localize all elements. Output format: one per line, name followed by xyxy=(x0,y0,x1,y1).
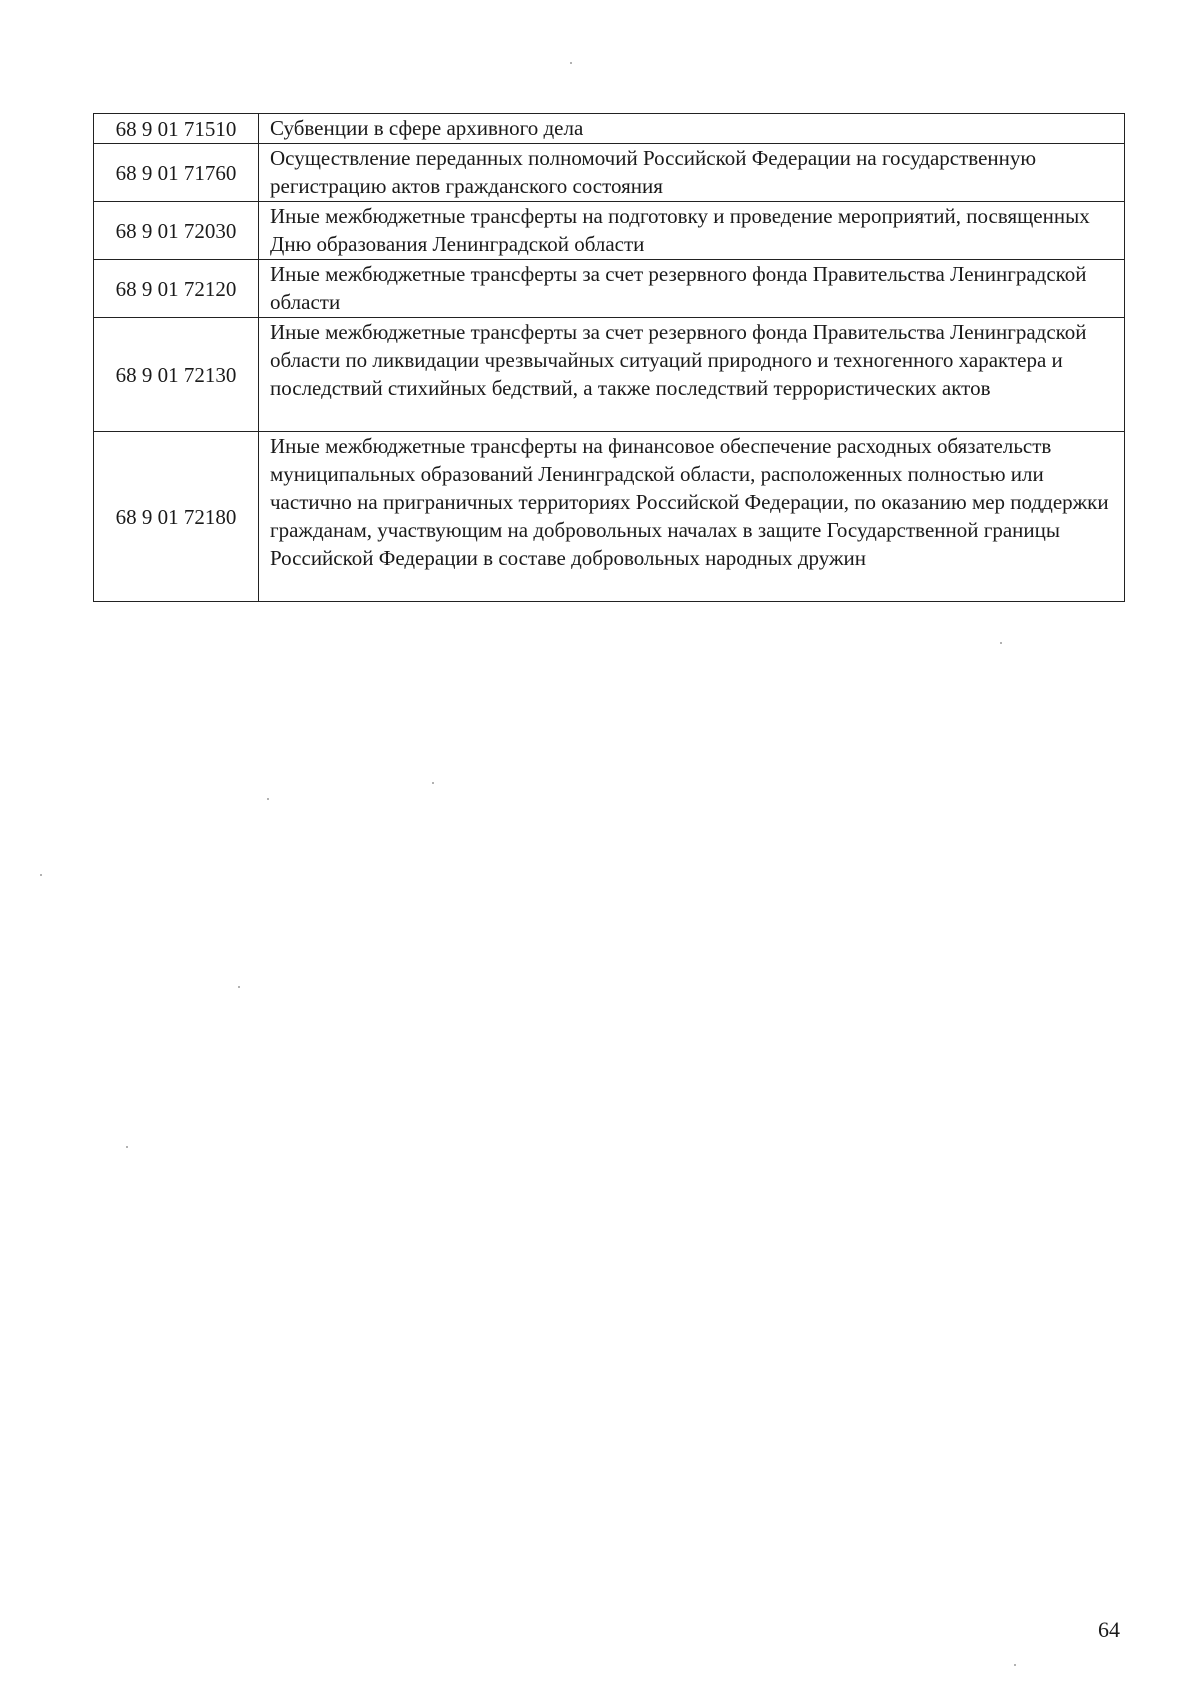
scan-speck xyxy=(40,874,42,876)
table-row xyxy=(94,114,1125,144)
description-cell: Осуществление переданных полномочий Российской Федерации на государственную регистрацию актов гражданского состояния xyxy=(259,144,1125,202)
scan-speck xyxy=(570,62,572,64)
description-cell: Иные межбюджетные трансферты за счет резервного фонда Правительства Ленинградской области по ликвидации чрезвычайных ситуаций природного и техногенного характера и последствий стихийных бедствий, а также последствий террористических актов xyxy=(259,318,1125,432)
description-cell: Иные межбюджетные трансферты на финансовое обеспечение расходных обязательств муниципальных образований Ленинградской области, расположенных полностью или частично на приграничных территориях Российской Федерации, по оказанию мер поддержки гражданам, участвующим на добровольных началах в защите Государственной границы Российской Федерации в составе добровольных народных дружин xyxy=(259,432,1125,602)
scan-speck xyxy=(1014,1664,1016,1666)
scan-speck xyxy=(267,798,269,800)
description-cell: Иные межбюджетные трансферты на подготовку и проведение мероприятий, посвященных Дню образования Ленинградской области xyxy=(259,202,1125,260)
budget-code-cell: 68 9 01 72030 xyxy=(94,202,259,260)
budget-code-cell: 68 9 01 72120 xyxy=(94,260,259,318)
budget-code-cell: 68 9 01 71760 xyxy=(94,144,259,202)
budget-codes-table xyxy=(93,113,1125,602)
page-number: 64 xyxy=(1098,1617,1120,1642)
scan-speck xyxy=(126,1146,128,1148)
table-row xyxy=(94,432,1125,602)
description-cell: Субвенции в сфере архивного дела xyxy=(259,114,1125,144)
scan-speck xyxy=(1000,642,1002,644)
table-row xyxy=(94,144,1125,202)
table-row xyxy=(94,202,1125,260)
budget-code-cell: 68 9 01 71510 xyxy=(94,114,259,144)
description-cell: Иные межбюджетные трансферты за счет резервного фонда Правительства Ленинградской области xyxy=(259,260,1125,318)
scan-speck xyxy=(432,782,434,784)
budget-code-cell: 68 9 01 72180 xyxy=(94,432,259,602)
budget-code-cell: 68 9 01 72130 xyxy=(94,318,259,432)
table-row xyxy=(94,260,1125,318)
scan-speck xyxy=(238,986,240,988)
table-row xyxy=(94,318,1125,432)
